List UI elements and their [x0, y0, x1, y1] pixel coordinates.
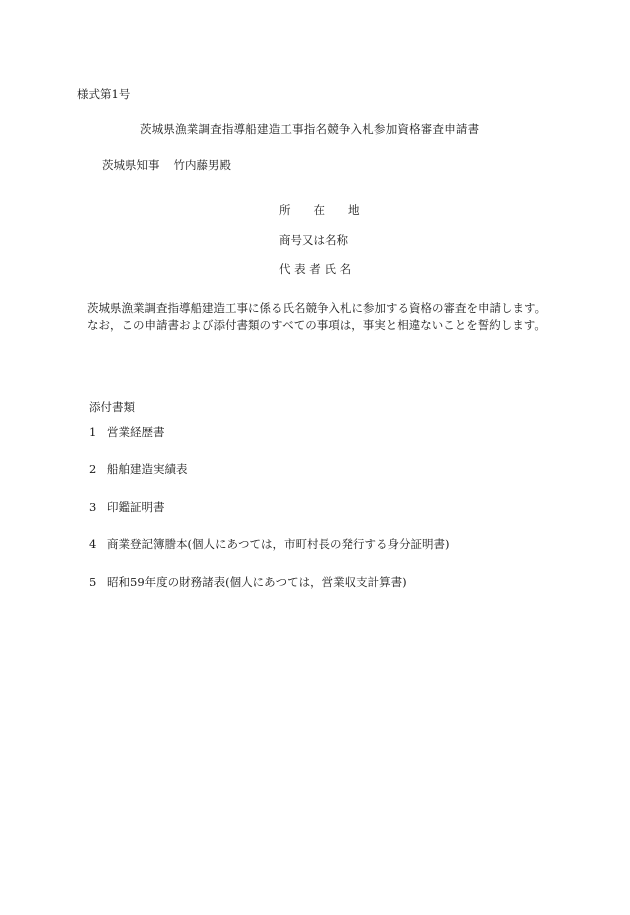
- addressee-name: 竹内藤男殿: [173, 158, 231, 172]
- attachment-item: [89, 499, 165, 515]
- addressee-office: 茨城県知事: [102, 158, 160, 172]
- body-text: [73, 300, 563, 334]
- attachment-text: 船舶建造実績表: [107, 462, 188, 476]
- attachment-number: 5: [89, 575, 97, 589]
- field-company-name-label: 商号又は名称: [279, 233, 348, 247]
- attachment-item: [89, 461, 188, 477]
- attachment-text: 商業登記簿謄本(個人にあつては，市町村長の発行する身分証明書): [107, 537, 450, 551]
- field-address-label: 所 在 地: [279, 203, 360, 217]
- attachment-text: 営業経歴書: [107, 425, 165, 439]
- attachment-item: [89, 536, 449, 552]
- attachment-number: 2: [89, 462, 97, 476]
- form-number: 様式第1号: [77, 87, 131, 101]
- document-title: 茨城県漁業調査指導船建造工事指名競争入札参加資格審査申請書: [140, 122, 480, 136]
- field-representative-label: 代 表 者 氏 名: [279, 262, 352, 276]
- addressee: [102, 157, 231, 173]
- attachment-item: [89, 574, 407, 590]
- attachment-text: 印鑑証明書: [107, 500, 165, 514]
- attachment-number: 3: [89, 500, 97, 514]
- attachments-heading: 添付書類: [89, 400, 135, 414]
- attachment-text: 昭和59年度の財務諸表(個人にあつては，営業収支計算書): [107, 575, 407, 589]
- body-paragraph-2: なお，この申請書および添付書類のすべての事項は，事実と相違ないことを誓約します。: [87, 318, 546, 332]
- attachment-number: 4: [89, 537, 97, 551]
- body-paragraph-1: 茨城県漁業調査指導船建造工事に係る氏名競争入札に参加する資格の審査を申請します。: [87, 301, 547, 315]
- attachment-number: 1: [89, 425, 97, 439]
- attachment-item: [89, 424, 165, 440]
